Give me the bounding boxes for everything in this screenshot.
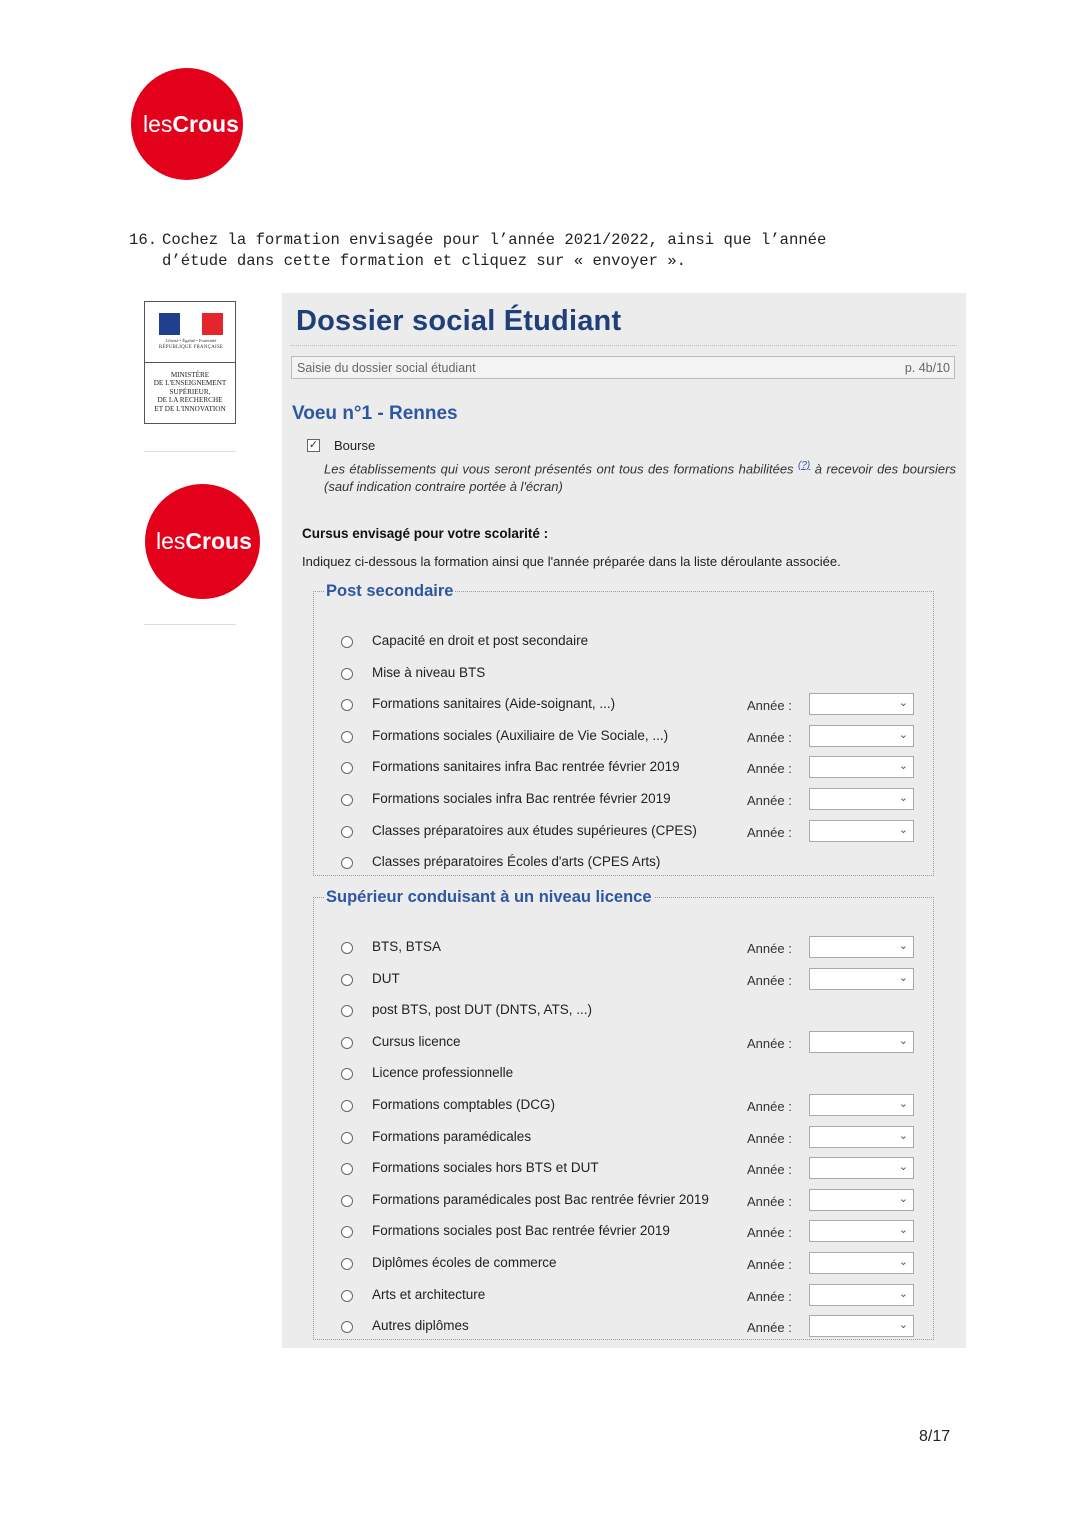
chevron-down-icon: ⌄ <box>898 1129 908 1142</box>
chevron-down-icon: ⌄ <box>898 1034 908 1047</box>
group-legend: Post secondaire <box>326 582 454 600</box>
annee-label: Année : <box>747 1099 792 1114</box>
chevron-down-icon: ⌄ <box>898 1192 908 1205</box>
option-row <box>314 662 933 688</box>
instruction-text <box>129 230 969 272</box>
annee-label: Année : <box>747 1257 792 1272</box>
option-row <box>314 630 933 656</box>
logo-text-les: les <box>143 110 173 137</box>
option-label: Classes préparatoires aux études supérieures (CPES) <box>372 822 697 838</box>
option-label: Autres diplômes <box>372 1318 469 1334</box>
chevron-down-icon: ⌄ <box>898 728 908 741</box>
annee-label: Année : <box>747 1320 792 1336</box>
chevron-down-icon: ⌄ <box>898 1256 908 1268</box>
sidebar-divider <box>144 624 236 625</box>
option-row <box>314 1094 933 1120</box>
option-row <box>314 693 933 719</box>
annee-label: Année : <box>747 793 792 808</box>
option-radio[interactable] <box>341 974 353 986</box>
chevron-down-icon: ⌄ <box>898 1098 908 1110</box>
annee-select[interactable] <box>809 1284 914 1306</box>
option-label: Capacité en droit et post secondaire <box>372 633 589 648</box>
chevron-down-icon: ⌄ <box>898 697 908 710</box>
option-row <box>314 851 933 877</box>
annee-select[interactable] <box>809 1157 914 1179</box>
chevron-down-icon: ⌄ <box>898 1287 908 1300</box>
option-radio[interactable] <box>341 1132 353 1144</box>
option-row <box>314 1062 933 1088</box>
option-radio[interactable] <box>341 1163 353 1175</box>
option-row <box>314 1031 933 1057</box>
annee-label: Année : <box>747 1162 792 1178</box>
option-label: Formations sociales hors BTS et DUT <box>372 1160 599 1176</box>
chevron-down-icon: ⌄ <box>898 792 908 804</box>
option-row <box>314 968 933 994</box>
option-row <box>314 1315 933 1341</box>
option-row <box>314 1220 933 1246</box>
option-radio[interactable] <box>341 1100 353 1112</box>
page-number: 8/17 <box>919 1428 951 1445</box>
french-flag-icon <box>159 313 223 335</box>
check-icon: ✓ <box>308 439 319 451</box>
option-radio[interactable] <box>341 794 353 806</box>
step-page: p. 4b/10 <box>904 361 950 375</box>
option-label: Formations sociales infra Bac rentrée février 2019 <box>372 791 671 806</box>
annee-select[interactable] <box>809 1031 914 1053</box>
option-label: Classes préparatoires Écoles d'arts (CPES Arts) <box>372 854 661 870</box>
option-row <box>314 1252 933 1278</box>
help-link[interactable]: (?) <box>798 460 811 471</box>
option-radio[interactable] <box>341 857 353 869</box>
chevron-down-icon: ⌄ <box>898 1161 908 1174</box>
ministry-line: MINISTÈRE <box>170 371 210 379</box>
option-label: BTS, BTSA <box>372 939 442 954</box>
annee-select[interactable] <box>809 968 914 990</box>
bourse-checkbox[interactable] <box>307 439 320 452</box>
ministry-line: SUPÉRIEUR, <box>169 387 211 396</box>
app-title: Dossier social Étudiant <box>296 305 622 337</box>
annee-label: Année : <box>747 1288 792 1304</box>
annee-select[interactable] <box>809 936 914 958</box>
option-label: post BTS, post DUT (DNTS, ATS, ...) <box>372 1002 593 1018</box>
option-label: Formations sanitaires infra Bac rentrée février 2019 <box>372 759 680 775</box>
option-radio[interactable] <box>341 1195 353 1207</box>
ministry-line: DE L'ENSEIGNEMENT <box>153 379 227 388</box>
bourse-note <box>324 457 956 495</box>
option-radio[interactable] <box>341 942 353 954</box>
annee-select[interactable] <box>809 820 914 842</box>
annee-label: Année : <box>747 941 792 956</box>
option-row <box>314 936 933 962</box>
annee-select[interactable] <box>809 1315 914 1337</box>
logo-text-crous: Crous <box>185 528 252 554</box>
group-legend: Supérieur conduisant à un niveau licence <box>326 888 652 906</box>
annee-select[interactable] <box>809 1252 914 1274</box>
republique-text: RÉPUBLIQUE FRANÇAISE <box>158 345 224 350</box>
bourse-note-text: à recevoir des boursiers (sauf indication contraire portée à l'écran) <box>324 461 956 494</box>
annee-select[interactable] <box>809 693 914 715</box>
option-label: Arts et architecture <box>372 1286 486 1302</box>
group-superieur-licence <box>313 888 934 1340</box>
option-label: Licence professionnelle <box>372 1065 514 1081</box>
option-label: Mise à niveau BTS <box>372 664 486 680</box>
chevron-down-icon: ⌄ <box>898 971 908 984</box>
chevron-down-icon: ⌄ <box>898 760 908 773</box>
option-radio[interactable] <box>341 668 353 680</box>
sidebar-divider <box>144 451 236 452</box>
option-radio[interactable] <box>341 1258 353 1270</box>
option-radio[interactable] <box>341 731 353 743</box>
option-row <box>314 756 933 782</box>
option-label: Formations paramédicales post Bac rentrée février 2019 <box>372 1191 709 1207</box>
voeu-title: Voeu n°1 - Rennes <box>292 403 458 424</box>
annee-label: Année : <box>747 1035 792 1051</box>
title-divider <box>291 345 957 346</box>
option-label: Formations comptables (DCG) <box>372 1097 556 1112</box>
option-row <box>314 1189 933 1215</box>
annee-select[interactable] <box>809 756 914 778</box>
annee-select[interactable] <box>809 788 914 810</box>
step-label: Saisie du dossier social étudiant <box>297 361 476 375</box>
annee-select[interactable] <box>809 1220 914 1242</box>
annee-select[interactable] <box>809 1126 914 1148</box>
option-radio[interactable] <box>341 1005 353 1017</box>
republique-francaise-logo <box>145 302 235 363</box>
bourse-note-text: Les établissements qui vous seront présentés ont tous des formations habilitées <box>324 461 799 477</box>
option-radio[interactable] <box>341 826 353 838</box>
ministry-line: ET DE L'INNOVATION <box>154 404 226 413</box>
annee-label: Année : <box>747 1130 792 1146</box>
group-post-secondaire <box>313 582 934 876</box>
chevron-down-icon: ⌄ <box>898 823 908 836</box>
annee-select[interactable] <box>809 1189 914 1211</box>
annee-label: Année : <box>747 761 792 777</box>
cursus-help: Indiquez ci-dessous la formation ainsi que l'année préparée dans la liste déroulante associée. <box>302 554 841 569</box>
option-label: Formations sociales (Auxiliaire de Vie Sociale, ...) <box>372 727 669 743</box>
crous-logo <box>131 68 243 180</box>
option-radio[interactable] <box>341 1226 353 1238</box>
instruction-number: 16. <box>129 231 158 249</box>
annee-label: Année : <box>747 698 792 714</box>
option-label: Formations sociales post Bac rentrée février 2019 <box>372 1223 670 1239</box>
annee-label: Année : <box>747 824 792 840</box>
logo-text-les: les <box>156 528 186 554</box>
chevron-down-icon: ⌄ <box>898 1224 908 1237</box>
option-radio[interactable] <box>341 1068 353 1080</box>
option-label: Diplômes écoles de commerce <box>372 1255 557 1270</box>
ministry-name <box>145 363 235 413</box>
ministry-logo <box>144 301 236 424</box>
option-label: Formations paramédicales <box>372 1128 532 1144</box>
annee-label: Année : <box>747 972 792 988</box>
ministry-line: DE LA RECHERCHE <box>157 396 223 405</box>
option-radio[interactable] <box>341 1037 353 1049</box>
motto-text: Liberté • Égalité • Fraternité <box>165 338 217 343</box>
option-label: DUT <box>372 970 400 986</box>
option-row <box>314 820 933 846</box>
annee-label: Année : <box>747 1193 792 1209</box>
option-row <box>314 725 933 751</box>
chevron-down-icon: ⌄ <box>898 1319 908 1332</box>
annee-select[interactable] <box>809 725 914 747</box>
option-radio[interactable] <box>341 699 353 711</box>
annee-label: Année : <box>747 729 792 745</box>
option-radio[interactable] <box>341 1290 353 1302</box>
chevron-down-icon: ⌄ <box>898 940 908 952</box>
option-radio[interactable] <box>341 636 353 648</box>
option-radio[interactable] <box>341 1321 353 1333</box>
instruction-line-1: Cochez la formation envisagée pour l’année 2021/2022, ainsi que l’année <box>162 231 827 249</box>
bourse-label: Bourse <box>334 438 376 453</box>
option-label: Cursus licence <box>372 1033 461 1049</box>
form-screenshot <box>282 293 966 1348</box>
annee-label: Année : <box>747 1225 792 1241</box>
cursus-title: Cursus envisagé pour votre scolarité : <box>302 526 549 541</box>
option-row <box>314 1284 933 1310</box>
crous-logo-sidebar <box>145 484 260 599</box>
annee-select[interactable] <box>809 1094 914 1116</box>
option-row <box>314 1126 933 1152</box>
option-row <box>314 788 933 814</box>
option-radio[interactable] <box>341 762 353 774</box>
option-row <box>314 999 933 1025</box>
instruction-line-2: d’étude dans cette formation et cliquez sur « envoyer ». <box>162 252 687 270</box>
option-label: Formations sanitaires (Aide-soignant, ...) <box>372 696 616 712</box>
step-bar <box>291 356 955 379</box>
option-row <box>314 1157 933 1183</box>
logo-text-crous: Crous <box>172 110 239 137</box>
